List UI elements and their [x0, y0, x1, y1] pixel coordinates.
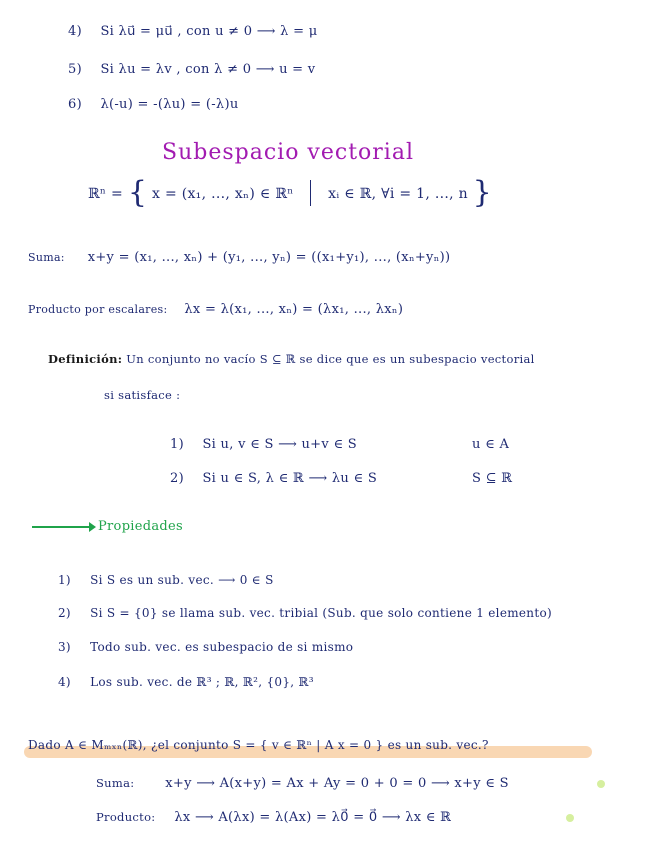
propiedad-text: Todo sub. vec. es subespacio de si mismo — [90, 640, 354, 654]
property-number: 4) — [68, 24, 82, 39]
question: Dado A ∈ Mₘₓₙ(ℝ), ¿el conjunto S = { v ∈ ℝⁿ | A x = 0 } es un sub. vec.? — [28, 738, 489, 752]
propiedad-3 — [58, 640, 353, 654]
rn-set-expression: x = (x₁, ..., xₙ) ∈ ℝⁿ — [152, 186, 294, 202]
property-4 — [68, 24, 318, 39]
property-5 — [68, 62, 315, 77]
condition-number: 2) — [170, 471, 184, 486]
condition-text: Si u ∈ S, λ ∈ ℝ ⟶ λu ∈ S — [202, 471, 378, 486]
propiedades-label: Propiedades — [98, 519, 184, 534]
rn-definition — [88, 175, 493, 210]
producto-expression: λx = λ(x₁, ..., xₙ) = (λx₁, ..., λxₙ) — [184, 302, 404, 317]
definition-line — [48, 352, 535, 366]
propiedad-4 — [58, 675, 314, 689]
propiedad-text: Los sub. vec. de ℝ³ ; ℝ, ℝ², {0}, ℝ³ — [90, 675, 314, 689]
propiedad-1 — [58, 573, 274, 587]
suma-expression: x+y = (x₁, ..., xₙ) + (y₁, ..., yₙ) = ((x₁+y₁), ..., (xₙ+yₙ)) — [87, 250, 451, 265]
property-text: Si λu⃗ = μu⃗ , con u ≠ 0 ⟶ λ = μ — [100, 24, 318, 39]
answer-suma-label: Suma: — [96, 776, 135, 790]
condition-number: 1) — [170, 437, 184, 452]
propiedad-number: 4) — [58, 675, 71, 689]
green-dot-icon — [566, 814, 574, 822]
property-text: Si λu = λv , con λ ≠ 0 ⟶ u = v — [100, 62, 316, 77]
set-separator — [310, 180, 311, 206]
propiedad-number: 3) — [58, 640, 71, 654]
answer-producto-label: Producto: — [96, 810, 156, 824]
property-number: 5) — [68, 62, 82, 77]
propiedad-2 — [58, 606, 552, 620]
property-text: λ(-u) = -(λu) = (-λ)u — [100, 97, 239, 112]
definition-text-2: si satisface : — [104, 388, 181, 402]
definition-line-2 — [104, 388, 180, 402]
propiedad-number: 2) — [58, 606, 71, 620]
propiedad-text: Si S es un sub. vec. ⟶ 0 ∈ S — [90, 573, 274, 587]
answer-producto — [96, 810, 451, 825]
answer-producto-expression: λx ⟶ A(λx) = λ(Ax) = λ0⃗ = 0⃗ ⟶ λx ∈ ℝ — [174, 810, 452, 825]
definition-text: Un conjunto no vacío S ⊆ ℝ se dice que es un subespacio vectorial — [126, 352, 535, 366]
condition-2 — [170, 471, 377, 486]
propiedad-number: 1) — [58, 573, 71, 587]
green-arrow-icon — [32, 526, 90, 528]
green-dot-icon — [597, 780, 605, 788]
condition-1-side: u ∈ A — [472, 437, 510, 452]
suma-line — [28, 250, 450, 265]
producto-label: Producto por escalares: — [28, 303, 168, 316]
producto-line — [28, 302, 403, 317]
propiedad-text: Si S = {0} se llama sub. vec. tribial (Sub. que solo contiene 1 elemento) — [90, 606, 552, 620]
suma-label: Suma: — [28, 251, 65, 264]
condition-2-side: S ⊆ ℝ — [472, 471, 513, 486]
right-brace: } — [472, 175, 493, 210]
left-brace: { — [127, 175, 148, 210]
answer-suma-expression: x+y ⟶ A(x+y) = Ax + Ay = 0 + 0 = 0 ⟶ x+y ∈ S — [165, 776, 509, 791]
definition-label: Definición: — [48, 352, 123, 366]
condition-1 — [170, 437, 357, 452]
condition-text: Si u, v ∈ S ⟶ u+v ∈ S — [202, 437, 358, 452]
rn-symbol: ℝⁿ = — [88, 186, 124, 202]
property-number: 6) — [68, 97, 82, 112]
property-6 — [68, 97, 239, 112]
answer-suma — [96, 776, 509, 791]
rn-set-condition: xᵢ ∈ ℝ, ∀i = 1, ..., n — [328, 186, 468, 202]
section-title: Subespacio vectorial — [162, 140, 414, 165]
